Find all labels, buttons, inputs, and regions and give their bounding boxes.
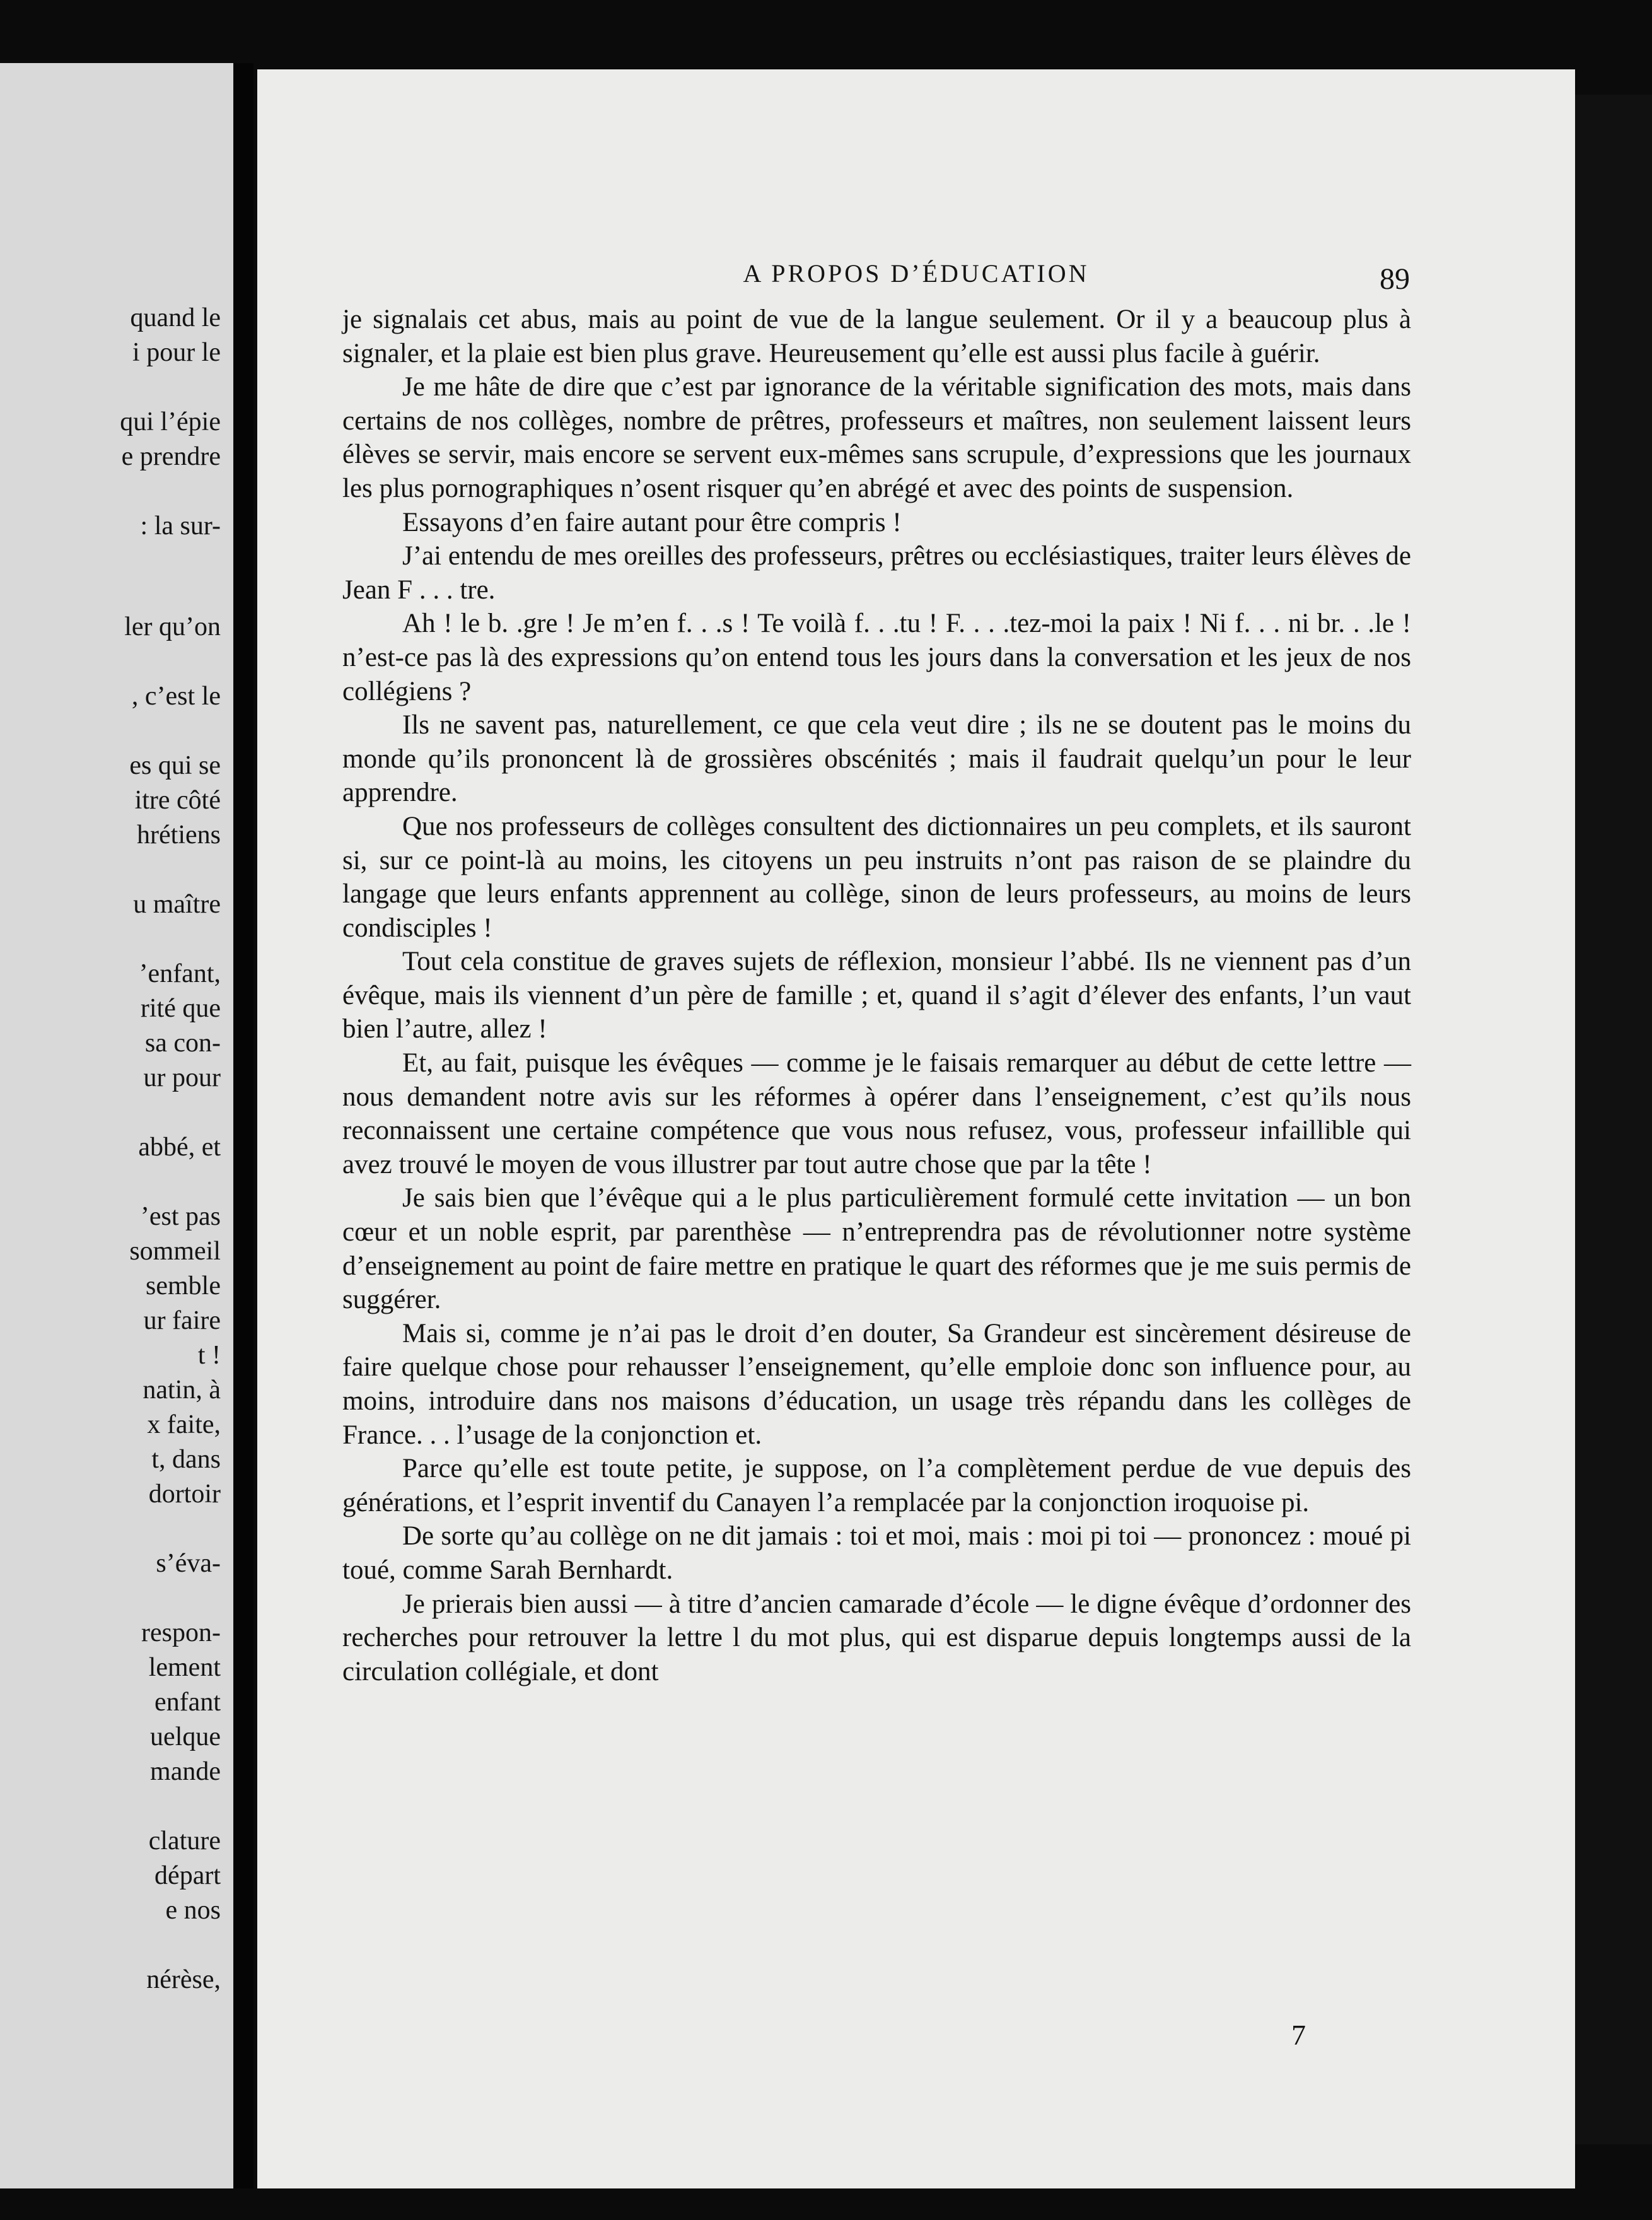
facing-page-line: abbé, et — [138, 1133, 221, 1162]
facing-page-line: itre côté — [134, 786, 221, 815]
paragraph: Mais si, comme je n’ai pas le droit d’en douter, Sa Grandeur est sincèrement désireuse de faire quelque chose pour rehausser l’enseignement, qu’elle emploie donc son influence pour, au moins, introduire dans nos maisons d’éducation, un usage très répandu dans les collèges de France. . . l’usage de la conjonction et. — [342, 1318, 1411, 1450]
facing-page-line: ur faire — [143, 1306, 221, 1335]
facing-page-line: x faite, — [147, 1410, 221, 1439]
facing-page-line: e nos — [165, 1896, 221, 1925]
facing-page-line: u maître — [133, 890, 221, 919]
facing-page-line: t, dans — [151, 1445, 221, 1474]
facing-page-line: rité que — [140, 994, 221, 1023]
facing-page-line: natin, à — [143, 1376, 221, 1405]
facing-page-line: dortoir — [148, 1480, 221, 1509]
facing-page-left — [0, 63, 233, 2188]
paragraph: J’ai entendu de mes oreilles des professeurs, prêtres ou ecclésiastiques, traiter leurs élèves de Jean F . . . tre. — [342, 541, 1411, 605]
paragraph: Je prierais bien aussi — à titre d’ancien camarade d’école — le digne évêque d’ordonner des recherches pour retrouver la lettre l du mot plus, qui est disparue depuis longtemps aussi de la circulation collégiale, et dont — [342, 1589, 1411, 1686]
facing-page-line: s’éva- — [156, 1549, 221, 1578]
paragraph: Tout cela constitue de graves sujets de réflexion, monsieur l’abbé. Ils ne viennent pas d’un évêque, mais ils viennent d’un père de famille ; et, quand il s’agit d’élever des enfants, l’un vaut bien l’autre, allez ! — [342, 947, 1411, 1044]
facing-page-line: qui l’épie — [120, 407, 221, 436]
paragraph: Ah ! le b. .gre ! Je m’en f. . .s ! Te voilà f. . .tu ! F. . . .tez-moi la paix ! Ni f. . . ni br. . .le ! n’est-ce pas là des expressions qu’on entend tous les jours dans la conversation et les jeux de nos collégiens ? — [342, 609, 1411, 706]
paragraph: De sorte qu’au collège on ne dit jamais : toi et moi, mais : moi pi toi — prononcez : moué pi toué, comme Sarah Bernhardt. — [342, 1521, 1411, 1585]
facing-page-line: enfant — [154, 1688, 221, 1717]
facing-page-line: départ — [154, 1861, 221, 1890]
paragraph: Et, au fait, puisque les évêques — comme je le faisais remarquer au début de cette lettre — nous demandent notre avis sur les réformes à opérer dans l’enseignement, c’est qu’ils nous reconnaissent une certaine compétence que vous nous refusez, vous, professeur infaillible qui avez trouvé le moyen de vous illustrer par tout autre chose que par la tête ! — [342, 1048, 1411, 1179]
facing-page-line: quand le — [130, 303, 221, 332]
signature-mark: 7 — [1291, 2019, 1306, 2051]
facing-page-line: semble — [146, 1271, 221, 1300]
facing-page-line: nérèse, — [146, 1965, 221, 1994]
paragraph: Essayons d’en faire autant pour être compris ! — [402, 507, 902, 537]
facing-page-line: i pour le — [132, 338, 221, 367]
page-number: 89 — [1380, 262, 1410, 296]
facing-page-line: ’enfant, — [139, 959, 221, 988]
paragraph: Ils ne savent pas, naturellement, ce que cela veut dire ; ils ne se doutent pas le moins du monde qu’ils prononcent là de grossières obscénités ; mais il faudrait quelqu’un pour le leur apprendre. — [342, 710, 1411, 808]
page-89 — [257, 69, 1575, 2188]
paragraph: Je sais bien que l’évêque qui a le plus particulièrement formulé cette invitation — un bon cœur et un noble esprit, par parenthèse — n’entreprendra pas de révolutionner notre système d’enseignement au point de faire mettre en pratique le quart des réformes que je me suis permis de suggérer. — [342, 1183, 1411, 1315]
page-gutter — [235, 63, 253, 2188]
facing-page-line: es qui se — [129, 751, 221, 780]
scan-edge — [1575, 95, 1652, 2144]
paragraph: Je me hâte de dire que c’est par ignorance de la véritable signification des mots, mais dans certains de nos collèges, nombre de prêtres, professeurs et maîtres, non seulement laissent leurs élèves se servir, mais encore se servent eux-mêmes sans scrupule, d’expressions que les journaux les plus pornographiques n’osent risquer qu’en abrégé et avec des points de suspension. — [342, 372, 1411, 503]
running-head: A PROPOS D’ÉDUCATION — [743, 259, 1090, 288]
facing-page-line: e prendre — [121, 442, 221, 471]
facing-page-line: clature — [148, 1826, 221, 1855]
facing-page-line: ler qu’on — [124, 612, 221, 641]
facing-page-line: ur pour — [143, 1063, 221, 1092]
facing-page-line: uelque — [150, 1722, 221, 1751]
paragraph: je signalais cet abus, mais au point de vue de la langue seulement. Or il y a beaucoup plus à signaler, et la plaie est bien plus grave. Heureusement qu’elle est aussi plus facile à guérir. — [342, 305, 1411, 368]
facing-page-line: , c’est le — [131, 682, 221, 711]
paragraph: Que nos professeurs de collèges consultent des dictionnaires un peu complets, et ils sauront si, sur ce point-là au moins, les citoyens un peu instruits n’ont pas raison de se plaindre du langage que leurs enfants apprennent au collège, sinon de leurs professeurs, au moins de leurs condisciples ! — [342, 811, 1411, 943]
facing-page-line: : la sur- — [140, 511, 221, 540]
facing-page-line: t ! — [197, 1341, 221, 1370]
paragraph: Parce qu’elle est toute petite, je suppose, on l’a complètement perdue de vue depuis des générations, et l’esprit inventif du Canayen l’a remplacée par la conjonction iroquoise pi. — [342, 1454, 1411, 1517]
body-text — [342, 303, 1411, 1688]
facing-page-line: ’est pas — [140, 1202, 221, 1231]
facing-page-line: respon- — [141, 1618, 221, 1647]
facing-page-line: lement — [148, 1653, 221, 1682]
facing-page-line: mande — [150, 1757, 221, 1786]
facing-page-line: hrétiens — [137, 821, 221, 850]
facing-page-line: sommeil — [129, 1237, 221, 1266]
facing-page-line: sa con- — [144, 1029, 221, 1058]
